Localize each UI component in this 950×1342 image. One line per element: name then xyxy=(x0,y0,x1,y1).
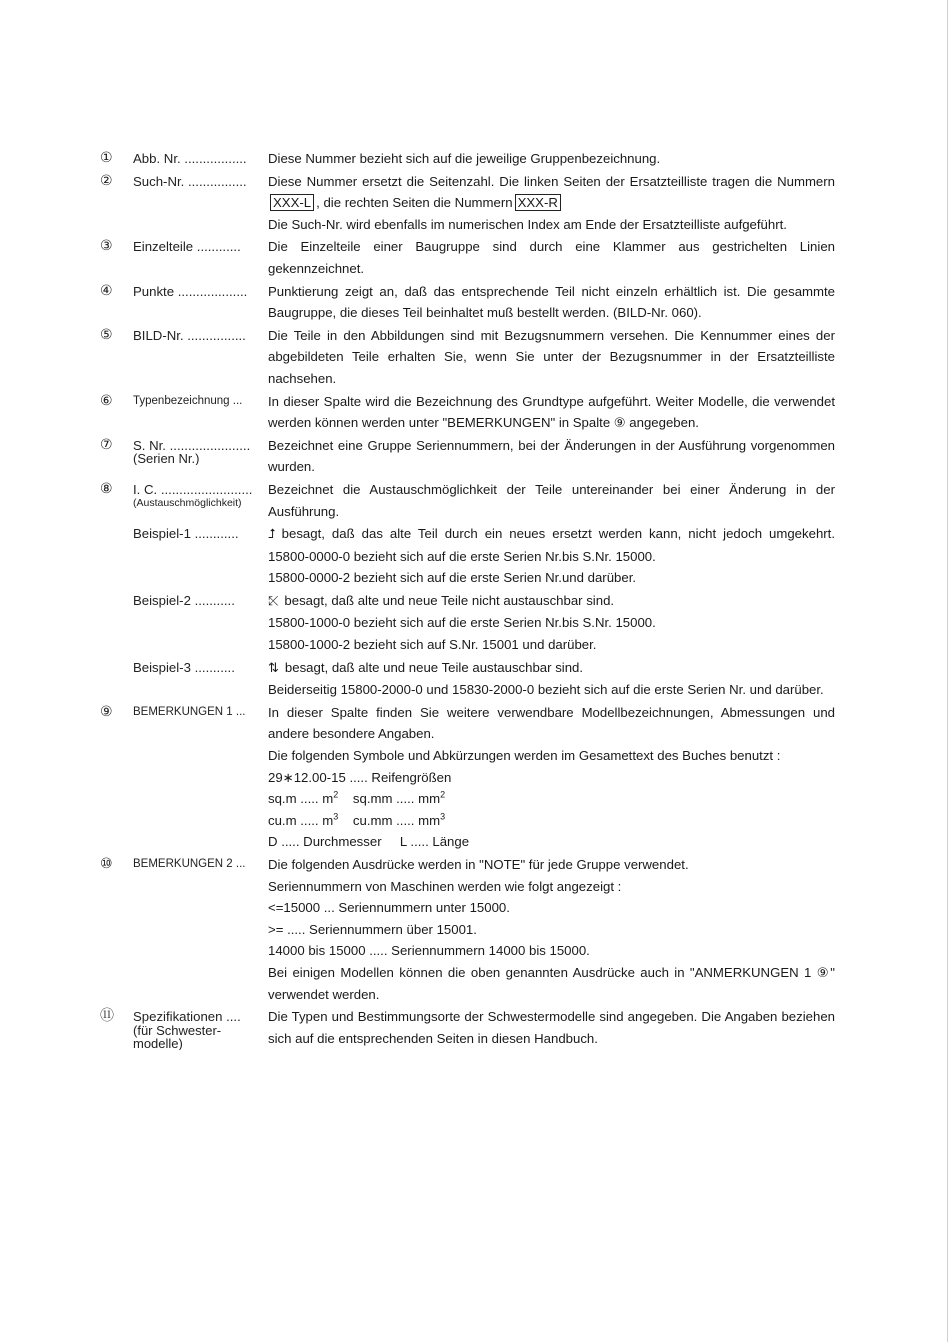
entry-label xyxy=(133,479,268,510)
legend-list xyxy=(100,148,835,1051)
entry-number: ④ xyxy=(100,282,113,299)
entry-number: ⑩ xyxy=(100,856,113,872)
description-line: Die Teile in den Abbildungen sind mit Bezugsnummern versehen. Die Kennummer eines der abgebildeten Teile erhalten Sie, wenn Sie unter der Bezugsnummer in der Ersatzteilliste nachsehen. xyxy=(268,327,835,386)
description-line: Seriennummern von Maschinen werden wie folgt angezeigt : xyxy=(268,878,622,894)
entry-number: ⑦ xyxy=(100,436,113,453)
entry-label xyxy=(133,1006,268,1050)
entry-label: BILD-Nr. ................ xyxy=(133,327,246,343)
entry-s-nr xyxy=(100,435,835,478)
description-line xyxy=(268,788,835,810)
entry-beispiel-1 xyxy=(100,523,835,589)
entry-label: Typenbezeichnung ... xyxy=(133,394,243,407)
exponent: 3 xyxy=(333,811,339,822)
entry-number: ⑥ xyxy=(100,392,113,409)
label-subtext: (Serien Nr.) xyxy=(133,451,200,466)
entry-number: ⑤ xyxy=(100,326,113,343)
description-line xyxy=(268,523,835,567)
description-text: Diese Nummer ersetzt die Seitenzahl. Die linken Seiten der Ersatzteilliste tragen die Nummern xyxy=(268,173,835,189)
description-line: Diese Nummer bezieht sich auf die jeweilige Gruppenbezeichnung. xyxy=(268,151,661,166)
entry-number: ⑪ xyxy=(100,1008,114,1025)
exponent: 2 xyxy=(333,789,339,800)
description-line xyxy=(268,590,835,613)
entry-such-nr xyxy=(100,171,835,236)
entry-description xyxy=(268,702,835,853)
entry-description xyxy=(268,236,835,279)
label-subtext: (Austauschmöglichkeit) xyxy=(133,496,242,509)
entry-description xyxy=(268,1006,835,1049)
description-line: 14000 bis 15000 ..... Seriennummern 14000 bis 15000. xyxy=(268,943,590,959)
entry-number: ③ xyxy=(100,238,113,255)
two-way-exchange-icon: ⇅ xyxy=(268,660,279,676)
description-line: Die folgenden Symbole und Abkürzungen werden im Gesamettext des Buches benutzt : xyxy=(268,748,781,764)
description-line: D ..... Durchmesser L ..... Länge xyxy=(268,834,470,850)
entry-number: ⑨ xyxy=(100,703,113,720)
entry-label: Beispiel-2 ........... xyxy=(133,592,235,608)
unit-sqm: sq.m ..... m xyxy=(268,791,334,807)
unit-cum: cu.m ..... m xyxy=(268,812,334,828)
description-text: besagt, daß alte und neue Teile nicht austauschbar sind. xyxy=(284,592,615,608)
description-line: <=15000 ... Seriennummern unter 15000. xyxy=(268,900,510,916)
entry-label: Einzelteile ............ xyxy=(133,239,241,255)
entry-label: Beispiel-3 ........... xyxy=(133,659,235,675)
entry-beispiel-2 xyxy=(100,590,835,656)
page-code-right: XXX-R xyxy=(515,194,561,211)
description-line: Die Such-Nr. wird ebenfalls im numerischen Index am Ende der Ersatzteilliste aufgeführt. xyxy=(268,216,787,232)
description-line xyxy=(268,657,835,680)
entry-ic xyxy=(100,479,835,522)
entry-beispiel-3 xyxy=(100,657,835,701)
entry-label: Such-Nr. ................ xyxy=(133,173,247,189)
description-line: Beiderseitig 15800-2000-0 und 15830-2000-0 bezieht sich auf die erste Serien Nr. und darüber. xyxy=(268,682,824,698)
entry-label: Beispiel-1 ............ xyxy=(133,526,239,542)
entry-spezifikationen xyxy=(100,1006,835,1050)
entry-label xyxy=(133,435,268,466)
description-line: >= ..... Seriennummern über 15001. xyxy=(268,921,477,937)
entry-description xyxy=(268,657,835,701)
description-line: Punktierung zeigt an, daß das entsprechende Teil nicht einzeln erhältlich ist. Die gesammte Baugruppe, die dieses Teil beinhaltet muß bestellt werden. (BILD-Nr. 060). xyxy=(268,283,835,321)
entry-label: Punkte ................... xyxy=(133,283,248,299)
entry-description xyxy=(268,590,835,656)
description-line: Bei einigen Modellen können die oben genannten Ausdrücke auch in "ANMERKUNGEN 1 ⑨" verwendet werden. xyxy=(268,964,835,1002)
description-line: 15800-1000-2 bezieht sich auf S.Nr. 15001 und darüber. xyxy=(268,637,597,653)
entry-description xyxy=(268,854,835,1005)
entry-description xyxy=(268,171,835,236)
entry-description xyxy=(268,325,835,390)
label-text: I. C. ......................... xyxy=(133,481,253,497)
entry-description xyxy=(268,148,835,170)
label-subtext: modelle) xyxy=(133,1035,183,1050)
entry-number: ② xyxy=(100,172,113,189)
one-way-exchange-icon: ⮥ xyxy=(268,527,276,543)
label-text: S. Nr. ...................... xyxy=(133,437,251,453)
description-line xyxy=(268,171,835,214)
entry-description xyxy=(268,435,835,478)
description-line: In dieser Spalte finden Sie weitere verwendbare Modellbezeichnungen, Abmessungen und andere besondere Angaben. xyxy=(268,704,835,742)
description-line: In dieser Spalte wird die Bezeichnung des Grundtype aufgeführt. Weiter Modelle, die verwendet werden können werden unter "BEMERKUNGEN" in Spalte ⑨ angegeben. xyxy=(268,393,835,431)
description-line: Die Einzelteile einer Baugruppe sind durch eine Klammer aus gestrichelten Linien gekennzeichnet. xyxy=(268,239,835,276)
description-line: Bezeichnet eine Gruppe Seriennummern, bei der Änderungen in der Ausführung vorgenommen wurden. xyxy=(268,437,835,475)
exponent: 2 xyxy=(440,789,446,800)
description-line: Die folgenden Ausdrücke werden in "NOTE" für jede Gruppe verwendet. xyxy=(268,857,689,872)
unit-cumm: cu.mm ..... mm xyxy=(352,812,441,828)
unit-sqmm: sq.mm ..... mm xyxy=(352,791,441,807)
description-line: Bezeichnet die Austauschmöglichkeit der Teile untereinander bei einer Änderung in der Ausführung. xyxy=(268,481,835,519)
description-text: , die rechten Seiten die Nummern xyxy=(316,195,513,211)
entry-description xyxy=(268,523,835,589)
entry-label: BEMERKUNGEN 2 ... xyxy=(133,858,246,870)
page-code-left: XXX-L xyxy=(270,194,314,211)
exponent: 3 xyxy=(440,811,446,822)
entry-label: BEMERKUNGEN 1 ... xyxy=(133,705,246,718)
description-line xyxy=(268,810,835,832)
entry-bild-nr xyxy=(100,325,835,390)
entry-description xyxy=(268,391,835,434)
entry-einzelteile xyxy=(100,236,835,279)
entry-abb-nr xyxy=(100,148,835,170)
label-text: Spezifikationen .... xyxy=(133,1009,241,1025)
page-edge xyxy=(947,0,948,1342)
description-text: besagt, daß das alte Teil durch ein neues ersetzt werden kann, nicht jedoch umgekehrt. 15800-0000-0 bezieht sich auf die erste Serien Nr.bis S.Nr. 15000. xyxy=(268,526,835,564)
entry-bemerkungen-1 xyxy=(100,702,835,853)
description-text: besagt, daß alte und neue Teile austauschbar sind. xyxy=(284,659,584,675)
entry-label: Abb. Nr. ................. xyxy=(133,151,247,166)
entry-number: ① xyxy=(100,150,113,166)
description-line: 29∗12.00-15 ..... Reifengrößen xyxy=(268,769,452,785)
description-line: 15800-1000-0 bezieht sich auf die erste Serien Nr.bis S.Nr. 15000. xyxy=(268,615,656,631)
description-line: Die Typen und Bestimmungsorte der Schwestermodelle sind angegeben. Die Angaben beziehen sich auf die entsprechenden Seiten in diesen Handbuch. xyxy=(268,1009,835,1046)
entry-number: ⑧ xyxy=(100,480,113,497)
entry-description xyxy=(268,281,835,324)
entry-punkte xyxy=(100,281,835,324)
label-subtext: (für Schwester- xyxy=(133,1022,222,1038)
description-line: 15800-0000-2 bezieht sich auf die erste Serien Nr.und darüber. xyxy=(268,570,637,586)
entry-description xyxy=(268,479,835,522)
entry-typenbezeichnung xyxy=(100,391,835,434)
entry-bemerkungen-2 xyxy=(100,854,835,1005)
not-exchangeable-icon: ⤪ xyxy=(268,593,279,609)
